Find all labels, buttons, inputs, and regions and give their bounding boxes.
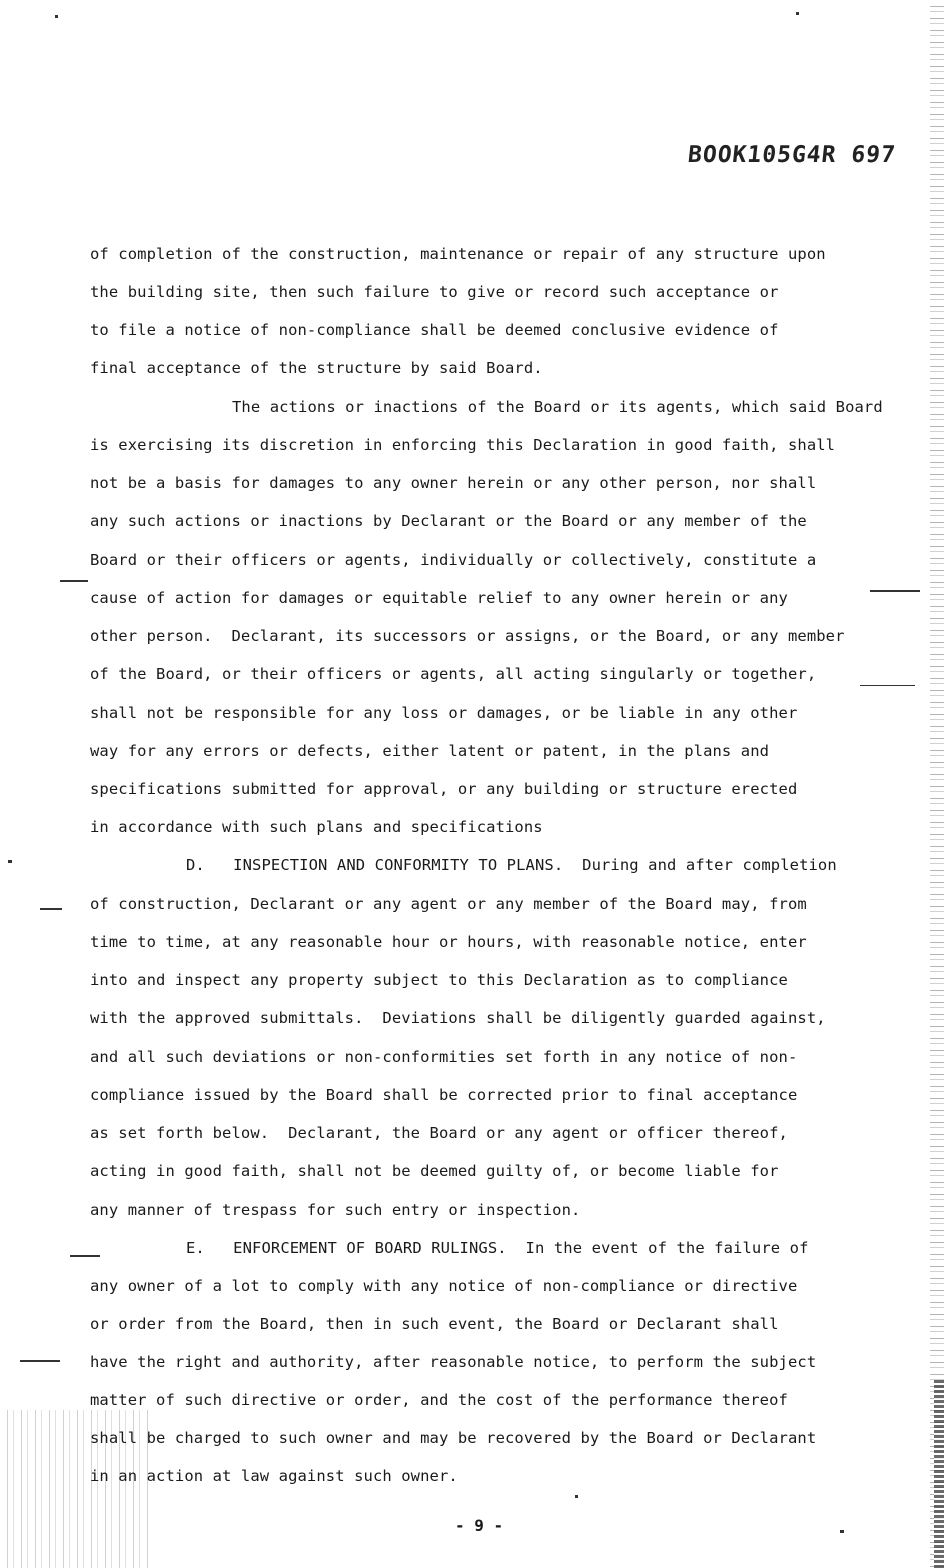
text-line: into and inspect any property subject to this Declaration as to compliance <box>90 971 788 989</box>
section-heading-line: E. ENFORCEMENT OF BOARD RULINGS. In the event of the failure of <box>186 1239 809 1257</box>
text-line: in an action at law against such owner. <box>90 1467 458 1485</box>
book-page-stamp: BOOK105G4R 697 <box>686 142 898 168</box>
text-line: final acceptance of the structure by said Board. <box>90 359 543 377</box>
text-line: to file a notice of non-compliance shall be deemed conclusive evidence of <box>90 321 779 339</box>
text-line: compliance issued by the Board shall be corrected prior to final acceptance <box>90 1086 798 1104</box>
text-line: The actions or inactions of the Board or its agents, which said Board <box>232 398 883 416</box>
text-line: of the Board, or their officers or agents, all acting singularly or together, <box>90 665 817 683</box>
text-line: with the approved submittals. Deviations shall be diligently guarded against, <box>90 1009 826 1027</box>
text-line: other person. Declarant, its successors or assigns, or the Board, or any member <box>90 627 845 645</box>
text-line: shall be charged to such owner and may be recovered by the Board or Declarant <box>90 1429 817 1447</box>
text-line: cause of action for damages or equitable relief to any owner herein or any <box>90 589 788 607</box>
scan-edge-noise <box>930 0 944 1568</box>
text-line: of completion of the construction, maintenance or repair of any structure upon <box>90 245 826 263</box>
text-line: way for any errors or defects, either latent or patent, in the plans and <box>90 742 770 760</box>
scan-speck <box>40 908 62 910</box>
text-line: Board or their officers or agents, individually or collectively, constitute a <box>90 551 817 569</box>
text-line: acting in good faith, shall not be deemed guilty of, or become liable for <box>90 1162 779 1180</box>
text-line: not be a basis for damages to any owner herein or any other person, nor shall <box>90 474 817 492</box>
scan-speck <box>70 1255 100 1257</box>
scan-speck <box>575 1495 578 1498</box>
text-line: in accordance with such plans and specifications <box>90 818 543 836</box>
text-line: as set forth below. Declarant, the Board or any agent or officer thereof, <box>90 1124 788 1142</box>
text-line: any manner of trespass for such entry or inspection. <box>90 1201 581 1219</box>
text-line: specifications submitted for approval, or any building or structure erected <box>90 780 798 798</box>
scan-speck <box>796 12 799 15</box>
text-line: shall not be responsible for any loss or damages, or be liable in any other <box>90 704 798 722</box>
scan-speck <box>60 580 88 582</box>
scan-speck <box>20 1360 60 1362</box>
text-line: time to time, at any reasonable hour or hours, with reasonable notice, enter <box>90 933 807 951</box>
page-number: - 9 - <box>455 1516 504 1535</box>
text-line: or order from the Board, then in such event, the Board or Declarant shall <box>90 1315 779 1333</box>
text-line: is exercising its discretion in enforcing this Declaration in good faith, shall <box>90 436 836 454</box>
text-line: have the right and authority, after reasonable notice, to perform the subject <box>90 1353 817 1371</box>
section-heading-line: D. INSPECTION AND CONFORMITY TO PLANS. During and after completion <box>186 856 837 874</box>
text-line: any such actions or inactions by Declarant or the Board or any member of the <box>90 512 807 530</box>
text-line: the building site, then such failure to give or record such acceptance or <box>90 283 779 301</box>
text-line: any owner of a lot to comply with any notice of non-compliance or directive <box>90 1277 798 1295</box>
scan-speck <box>860 685 915 686</box>
text-line: of construction, Declarant or any agent or any member of the Board may, from <box>90 895 807 913</box>
scan-edge-noise-bottom <box>934 1380 944 1568</box>
scan-speck <box>8 860 12 863</box>
text-line: matter of such directive or order, and the cost of the performance thereof <box>90 1391 788 1409</box>
text-line: and all such deviations or non-conformities set forth in any notice of non- <box>90 1048 798 1066</box>
scan-speck <box>840 1530 844 1533</box>
scan-speck <box>55 15 58 18</box>
scan-speck <box>870 590 920 592</box>
